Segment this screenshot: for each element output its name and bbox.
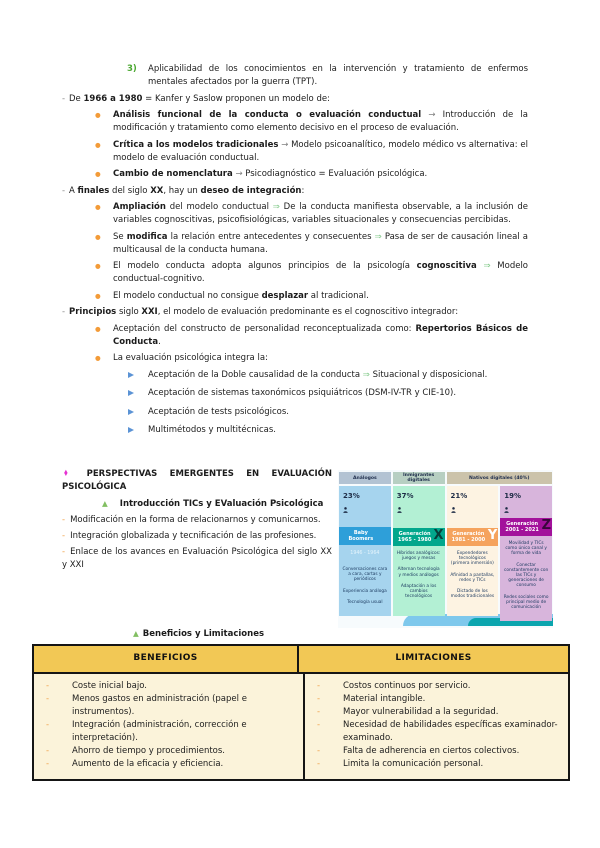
limitations-cell xyxy=(305,674,568,779)
benefits-column-header: BENEFICIOS xyxy=(34,646,299,672)
item-text: La evaluación psicológica integra la: xyxy=(113,353,268,363)
section-title-text: PERSPECTIVAS EMERGENTES EN EVALUACIÓN PSICOLÓGICA xyxy=(62,469,332,492)
generation-name: Generación xyxy=(506,521,539,527)
section-subtitle xyxy=(62,497,332,511)
infographic-header-cell: Inmigrantes digitales xyxy=(393,472,445,484)
bullet-item xyxy=(95,109,528,135)
generation-note: Movilidad y TICs como único canal y forma de vida xyxy=(505,541,547,557)
percent-area xyxy=(447,486,499,528)
bullet-icon: ● xyxy=(95,111,101,119)
bullet-item xyxy=(95,290,528,303)
generation-note: Experiencia análoga xyxy=(343,588,387,594)
arrowhead-icon xyxy=(127,406,148,421)
percent-value: 23% xyxy=(343,492,360,500)
dash-icon: - xyxy=(46,694,50,704)
generation-name: Baby Boomers xyxy=(348,529,374,542)
dash-icon: - xyxy=(62,185,66,196)
arrow-item xyxy=(127,424,528,439)
item-text: Aceptación de la Doble causalidad de la conducta ⇒ Situacional y disposicional. xyxy=(148,369,488,380)
person-icon xyxy=(504,505,552,518)
table-row xyxy=(305,680,562,693)
generation-note: Afinidad a pantallas, redes y TICs xyxy=(450,572,495,583)
arrowhead-icon xyxy=(127,424,148,439)
table-row xyxy=(305,693,562,706)
person-icon xyxy=(451,505,499,518)
bullet-item xyxy=(95,260,528,286)
section-title xyxy=(62,468,332,494)
benefits-cell xyxy=(34,674,305,779)
item-text: Multimétodos y multitécnicas. xyxy=(148,425,276,435)
person-icon xyxy=(397,505,445,518)
generation-note: Conectar constantemente con las TICs y generaciones de consumo xyxy=(503,562,549,589)
bullet-icon: ● xyxy=(95,203,101,211)
benefits-heading xyxy=(133,627,264,641)
dash-icon: - xyxy=(317,746,321,756)
table-row-text: Ahorro de tiempo y procedimientos. xyxy=(72,746,226,756)
item-text: Se modifica la relación entre antecedentes y consecuentes ⇒ Pasa de ser de causación lineal a multicausal de la conducta humana. xyxy=(113,231,529,255)
generation-banner xyxy=(393,528,445,546)
bullet-icon: ● xyxy=(95,354,101,362)
percent-value: 21% xyxy=(450,492,468,500)
dash-icon: - xyxy=(62,93,66,104)
section-subtitle-text: Introducción TICs y EValuación Psicológica xyxy=(119,499,324,509)
dash-icon: - xyxy=(317,694,321,704)
item-text: Aplicabilidad de los conocimientos en la intervención y tratamiento de enfermos mentales afectados por la guerra (TPT). xyxy=(148,64,528,87)
item-text: A finales del siglo XX, hay un deseo de integración: xyxy=(69,185,305,196)
infographic-grid xyxy=(339,472,552,616)
bullet-item xyxy=(95,168,528,181)
item-text: Aceptación de tests psicológicos. xyxy=(148,406,289,417)
generation-years: 2001 - 2021 xyxy=(505,527,539,533)
generation-note: Híbridos analógicos: juegos y mesas xyxy=(396,551,441,562)
generation-name: Generación xyxy=(398,531,431,537)
percent-value: 19% xyxy=(504,492,522,500)
arrow-item xyxy=(127,406,528,421)
generation-note: Dictado de los modos tradicionales xyxy=(450,589,495,600)
bullet-icon: ● xyxy=(95,170,101,178)
dash-icon: - xyxy=(62,307,66,317)
table-row xyxy=(34,680,297,693)
dash-icon: - xyxy=(62,515,66,525)
item-text: El modelo conductual no consigue desplazar al tradicional. xyxy=(113,290,369,301)
table-row-text: Falta de adherencia en ciertos colectivos. xyxy=(343,746,520,756)
generation-banner xyxy=(447,528,499,546)
generation-notes xyxy=(393,546,445,616)
generation-column xyxy=(339,486,391,616)
dash-icon: - xyxy=(46,759,50,769)
item-text: Aceptación del constructo de personalidad reconceptualizada como: Repertorios Básicos de Conducta. xyxy=(113,323,528,347)
percent-value: 37% xyxy=(396,492,414,500)
table-body-row xyxy=(34,674,568,779)
benefits-heading-text: Beneficios y Limitaciones xyxy=(142,629,265,639)
generation-notes xyxy=(447,546,499,616)
dash-icon: - xyxy=(317,759,321,769)
generation-note: Expendedores tecnológicos (primera inmersión) xyxy=(450,551,494,567)
bullet-item xyxy=(95,139,528,165)
bullet-icon: ● xyxy=(95,262,101,270)
section-point-text: Integración globalizada y tecnificación de las profesiones. xyxy=(70,531,317,541)
generation-note: Alternan tecnología y medios análogos xyxy=(397,567,440,578)
item-text: Crítica a los modelos tradicionales → Modelo psicoanalítico, modelo médico vs alternativa: el modelo de evaluación conductual. xyxy=(113,139,528,163)
dash-icon: - xyxy=(317,720,321,730)
bullet-icon: ● xyxy=(95,140,101,149)
table-row xyxy=(34,719,297,745)
table-row xyxy=(305,706,562,719)
table-header-row xyxy=(34,646,568,674)
bullet-icon: ● xyxy=(95,324,101,333)
dash-item xyxy=(62,185,528,198)
table-row-text: Coste inicial bajo. xyxy=(72,681,147,691)
dash-icon: - xyxy=(62,547,66,557)
section-point xyxy=(62,546,332,572)
item-text: El modelo conducta adopta algunos principios de la psicología cognoscitiva ⇒ Modelo conductual-cognitivo. xyxy=(113,261,529,284)
table-row xyxy=(34,745,297,758)
bullet-icon: ● xyxy=(95,291,101,300)
limitations-column-header: LIMITACIONES xyxy=(395,653,472,663)
generation-column xyxy=(500,486,552,616)
bullet-item xyxy=(95,352,528,365)
generation-letter: Z xyxy=(541,518,551,533)
generation-banner xyxy=(500,518,552,536)
section-point xyxy=(62,530,332,543)
generation-name: Generación xyxy=(452,531,485,537)
percent-area xyxy=(339,486,391,527)
dash-icon: - xyxy=(46,746,50,756)
section-point xyxy=(62,514,332,527)
bullet-item xyxy=(95,201,528,227)
section-points xyxy=(62,514,332,572)
num-item xyxy=(127,63,528,89)
section-point-text: Modificación en la forma de relacionarnos y comunicarnos. xyxy=(70,515,321,525)
table-row-text: Necesidad de habilidades específicas examinador-examinado. xyxy=(343,720,558,743)
item-text: De 1966 a 1980 = Kanfer y Saslow proponen un modelo de: xyxy=(69,93,330,104)
item-text: Ampliación del modelo conductual ⇒ De la conducta manifiesta observable, a la inclusión de variables cognoscitivas, psicofisiológicas, variables situacionales y consecuencias percibidas. xyxy=(113,202,528,225)
generation-banner xyxy=(339,527,391,545)
generation-column xyxy=(447,486,499,616)
item-text: Aceptación de sistemas taxonómicos psiquiátricos (DSM-IV-TR y CIE-10). xyxy=(148,388,457,398)
bullet-item xyxy=(95,231,528,257)
dash-icon: - xyxy=(317,681,321,691)
table-row-text: Mayor vulnerabilidad a la seguridad. xyxy=(343,707,499,717)
generation-years: 1965 - 1980 xyxy=(397,537,432,543)
infographic-header-cell: Nativos digitales (40%) xyxy=(447,472,553,484)
infographic-header-cell: Análogos xyxy=(339,472,391,484)
table-row-text: Aumento de la eficacia y eficiencia. xyxy=(72,759,224,769)
generation-notes xyxy=(339,562,391,616)
generation-note: Adaptación a los cambios tecnológicos xyxy=(400,583,437,600)
triangle-icon: ▲ xyxy=(102,499,108,508)
person-icon xyxy=(343,505,391,518)
generation-note: Tecnología usual xyxy=(347,599,383,605)
arrow-item xyxy=(127,387,528,402)
generation-letter: X xyxy=(433,528,444,543)
section-point-text: Enlace de los avances en Evaluación Psicológica del siglo XX y XXI xyxy=(62,547,332,570)
percent-area xyxy=(500,486,552,518)
arrowhead-icon xyxy=(127,387,148,402)
dash-icon: - xyxy=(46,681,50,691)
bullet-item xyxy=(95,323,528,349)
generation-letter: Y xyxy=(487,528,498,543)
generation-column xyxy=(393,486,445,616)
benefits-limitations-table xyxy=(32,644,570,781)
content-list xyxy=(62,63,528,443)
table-row xyxy=(305,719,562,745)
perspectives-text-column xyxy=(62,468,332,575)
table-row xyxy=(34,758,297,771)
table-row-text: Menos gastos en administración (papel e instrumentos). xyxy=(72,694,247,717)
item-text: Cambio de nomenclatura → Psicodiagnóstico = Evaluación psicológica. xyxy=(113,169,428,179)
diamond-icon: ♦ xyxy=(63,469,69,479)
generation-note: Conversaciones cara a cara, cartas y periódicos xyxy=(342,566,388,583)
dash-item xyxy=(62,306,528,319)
item-text: Análisis funcional de la conducta o evaluación conductual → Introducción de la modificación y tratamiento como elemento decisivo en el proceso de evaluación. xyxy=(113,110,528,133)
generation-note: Redes sociales como principal medio de comunicación xyxy=(503,594,549,611)
dash-icon: - xyxy=(62,531,66,541)
table-row-text: Costos continuos por servicio. xyxy=(343,681,471,691)
triangle-icon: ▲ xyxy=(133,629,139,638)
dash-icon: - xyxy=(317,707,321,717)
table-row-text: Integración (administración, corrección e interpretación). xyxy=(72,720,247,743)
table-row xyxy=(305,745,562,758)
generation-years: 1981 - 2000 xyxy=(451,537,486,543)
dash-icon: - xyxy=(46,720,50,730)
percent-area xyxy=(393,486,445,528)
bullet-icon: ● xyxy=(95,232,101,241)
generations-infographic xyxy=(338,470,553,628)
table-row-text: Limita la comunicación personal. xyxy=(343,759,484,769)
item-number: 3) xyxy=(127,64,137,74)
generation-notes xyxy=(500,536,552,621)
arrow-item xyxy=(127,369,528,384)
generation-years: 1946 - 1964 xyxy=(339,545,391,562)
table-row-text: Material intangible. xyxy=(343,694,426,704)
dash-item xyxy=(62,93,528,106)
item-text: Principios siglo XXI, el modelo de evaluación predominante es el cognoscitivo integrador: xyxy=(69,307,459,317)
table-row xyxy=(34,693,297,719)
table-row xyxy=(305,758,562,771)
arrowhead-icon xyxy=(127,369,148,384)
